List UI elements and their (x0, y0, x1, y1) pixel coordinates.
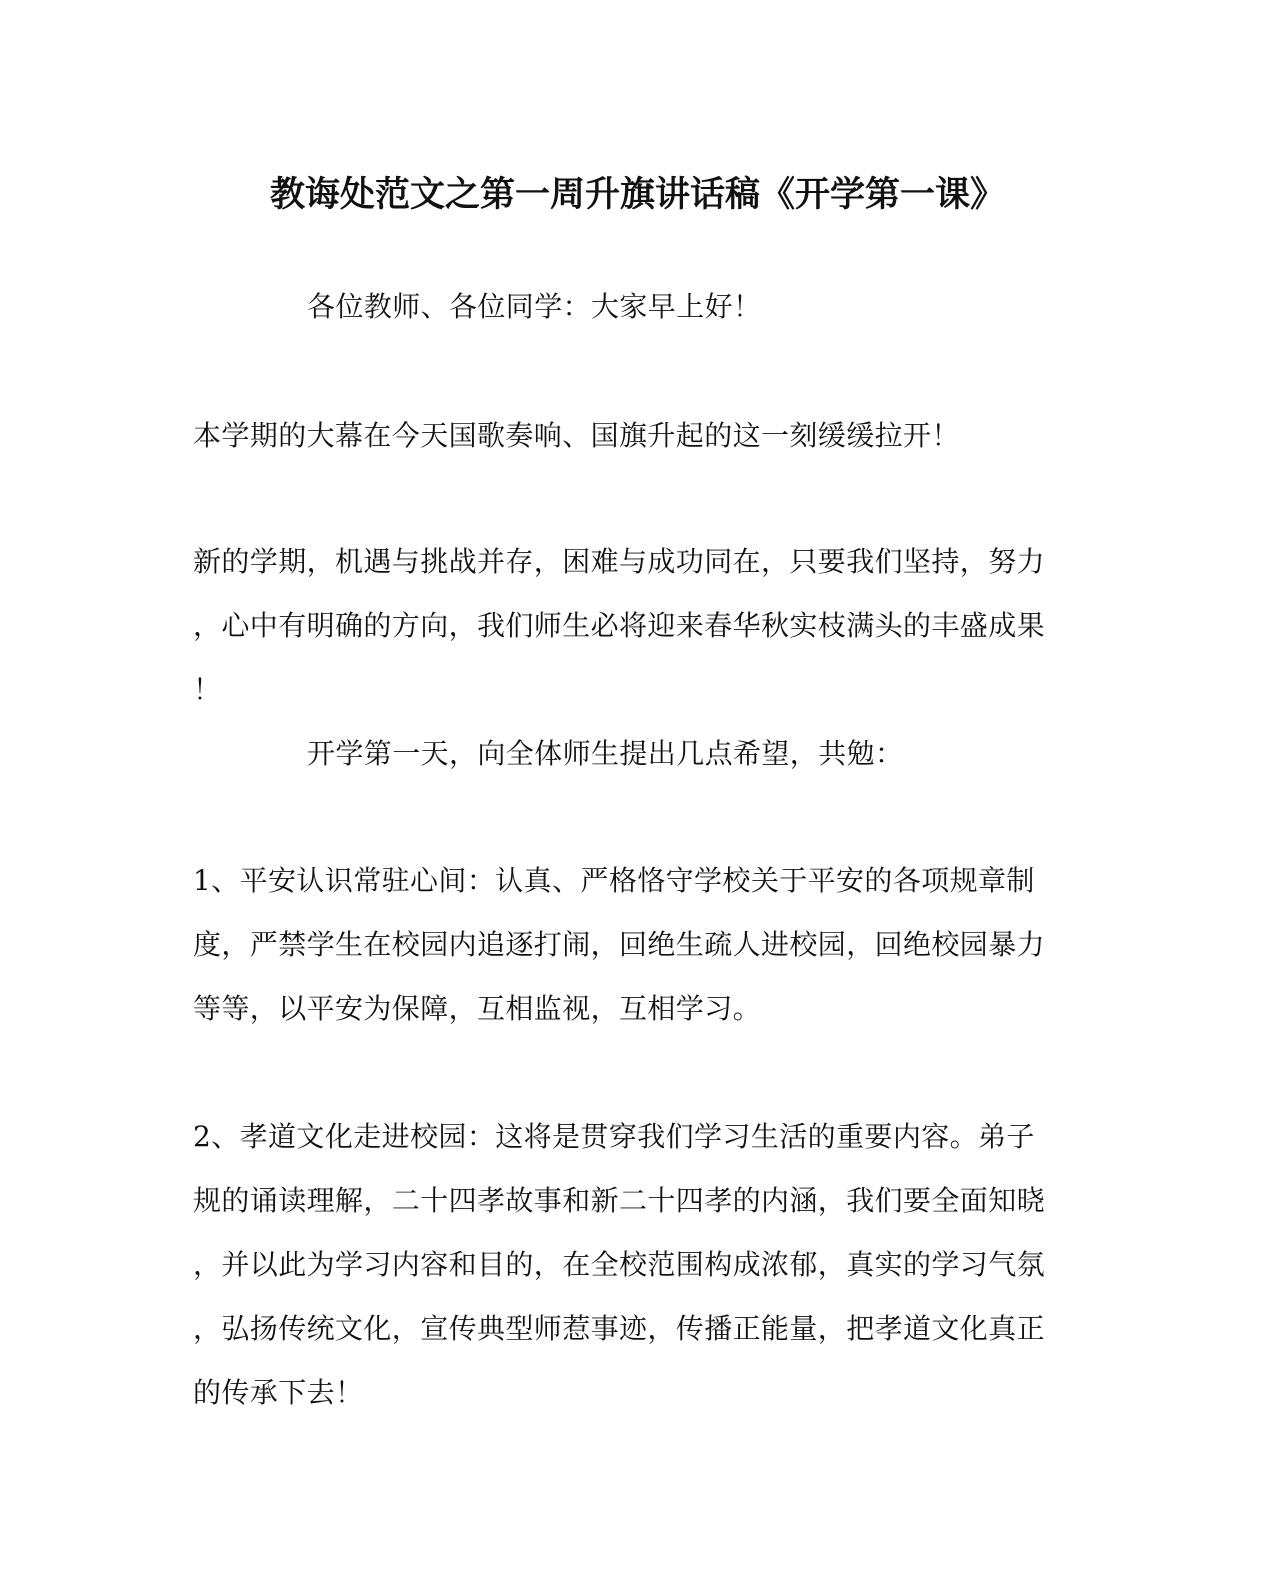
greeting-line: 各位教师、各位同学：大家早上好！ (307, 290, 762, 323)
paragraph1-line-1: 本学期的大幕在今天国歌奏响、国旗升起的这一刻缓缓拉开！ (193, 419, 960, 452)
item1-line-1: 1、平安认识常驻心间：认真、严格恪守学校关于平安的各项规章制 (193, 864, 1035, 897)
item1-line-3: 等等，以平安为保障，互相监视，互相学习。 (193, 992, 762, 1025)
document-title: 教诲处范文之第一周升旗讲话稿《开学第一课》 (269, 174, 1005, 215)
paragraph2-line-2: ，心中有明确的方向，我们师生必将迎来春华秋实枝满头的丰盛成果 (193, 609, 1046, 642)
item2-line-5: 的传承下去！ (193, 1376, 364, 1409)
item2-line-4: ，弘扬传统文化，宣传典型师惹事迹，传播正能量，把孝道文化真正 (193, 1312, 1046, 1345)
paragraph2-line-3: ！ (193, 673, 222, 706)
item1-line-2: 度，严禁学生在校园内追逐打闹，回绝生疏人进校园，回绝校园暴力 (193, 928, 1046, 961)
intro-line: 开学第一天，向全体师生提出几点希望，共勉： (307, 737, 904, 770)
item2-line-3: ，并以此为学习内容和目的，在全校范围构成浓郁，真实的学习气氛 (193, 1248, 1046, 1281)
item2-line-1: 2、孝道文化走进校园：这将是贯穿我们学习生活的重要内容。弟子 (193, 1120, 1035, 1153)
item2-line-2: 规的诵读理解，二十四孝故事和新二十四孝的内涵，我们要全面知晓 (193, 1184, 1046, 1217)
paragraph2-line-1: 新的学期，机遇与挑战并存，困难与成功同在，只要我们坚持，努力 (193, 545, 1046, 578)
